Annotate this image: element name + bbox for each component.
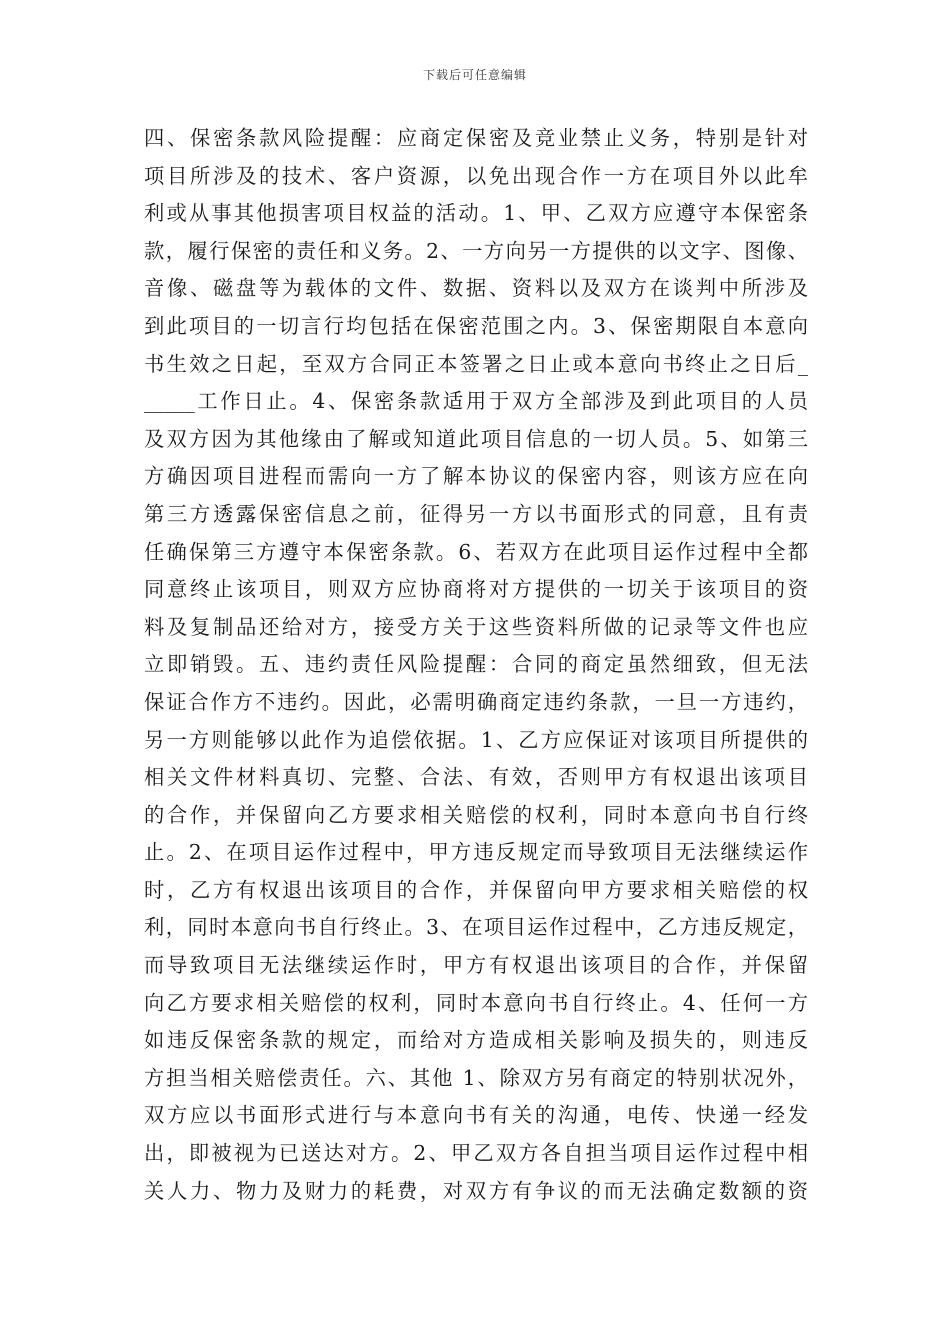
text-line: 四、保密条款风险提醒：应商定保密及竞业禁止义务，特别是针对 [144, 126, 808, 150]
text-line: 利，同时本意向书自行终止。3、在项目运作过程中，乙方违反规定， [144, 915, 808, 940]
text-line: 料及复制品还给对方，接受方关于这些资料所做的记录等文件也应 [144, 614, 808, 639]
text-line: 另一方则能够以此作为追偿依据。1、乙方应保证对该项目所提供的 [144, 727, 808, 752]
text-line: 款，履行保密的责任和义务。2、一方向另一方提供的以文字、图像、 [144, 238, 808, 263]
text-line: 如违反保密条款的规定，而给对方造成相关影响及损失的，则违反 [144, 1028, 808, 1053]
text-line: 同意终止该项目，则双方应协商将对方提供的一切关于该项目的资 [144, 577, 808, 602]
text-line: 到此项目的一切言行均包括在保密范围之内。3、保密期限自本意向 [144, 313, 808, 338]
text-line: 的合作，并保留向乙方要求相关赔偿的权利，同时本意向书自行终 [144, 802, 808, 827]
text-line: 立即销毁。五、违约责任风险提醒：合同的商定虽然细致，但无法 [144, 652, 808, 677]
text-line: 方担当相关赔偿责任。六、其他 1、除双方另有商定的特别状况外， [144, 1065, 808, 1090]
text-line: 方确因项目进程而需向一方了解本协议的保密内容，则该方应在向 [144, 464, 808, 489]
text-line: 相关文件材料真切、完整、合法、有效，否则甲方有权退出该项目 [144, 765, 808, 790]
text-line: 项目所涉及的技术、客户资源，以免出现合作一方在项目外以此牟 [144, 163, 808, 188]
text-line: _____工作日止。4、保密条款适用于双方全部涉及到此项目的人员 [144, 389, 808, 414]
download-note: 下载后可任意编辑 [422, 68, 527, 82]
text-line: 双方应以书面形式进行与本意向书有关的沟通，电传、快递一经发 [144, 1103, 808, 1128]
text-line: 关人力、物力及财力的耗费，对双方有争议的而无法确定数额的资 [144, 1178, 808, 1203]
text-line: 任确保第三方遵守本保密条款。6、若双方在此项目运作过程中全都 [144, 539, 808, 564]
text-line: 音像、磁盘等为载体的文件、数据、资料以及双方在谈判中所涉及 [144, 276, 808, 301]
document-body [144, 120, 808, 1210]
text-line: 止。2、在项目运作过程中，甲方违反规定而导致项目无法继续运作 [144, 840, 808, 865]
text-line: 利或从事其他损害项目权益的活动。1、甲、乙双方应遵守本保密条 [144, 201, 808, 226]
text-line: 及双方因为其他缘由了解或知道此项目信息的一切人员。5、如第三 [144, 426, 808, 451]
text-line: 书生效之日起，至双方合同正本签署之日止或本意向书终止之日后_ [144, 351, 808, 376]
text-line: 而导致项目无法继续运作时，甲方有权退出该项目的合作，并保留 [144, 953, 808, 978]
text-line: 第三方透露保密信息之前，征得另一方以书面形式的同意，且有责 [144, 501, 808, 526]
text-line: 出，即被视为已送达对方。2、甲乙双方各自担当项目运作过程中相 [144, 1141, 808, 1166]
text-line: 向乙方要求相关赔偿的权利，同时本意向书自行终止。4、任何一方 [144, 990, 808, 1015]
text-line: 保证合作方不违约。因此，必需明确商定违约条款，一旦一方违约， [144, 689, 808, 714]
text-line: 时，乙方有权退出该项目的合作，并保留向甲方要求相关赔偿的权 [144, 877, 808, 902]
